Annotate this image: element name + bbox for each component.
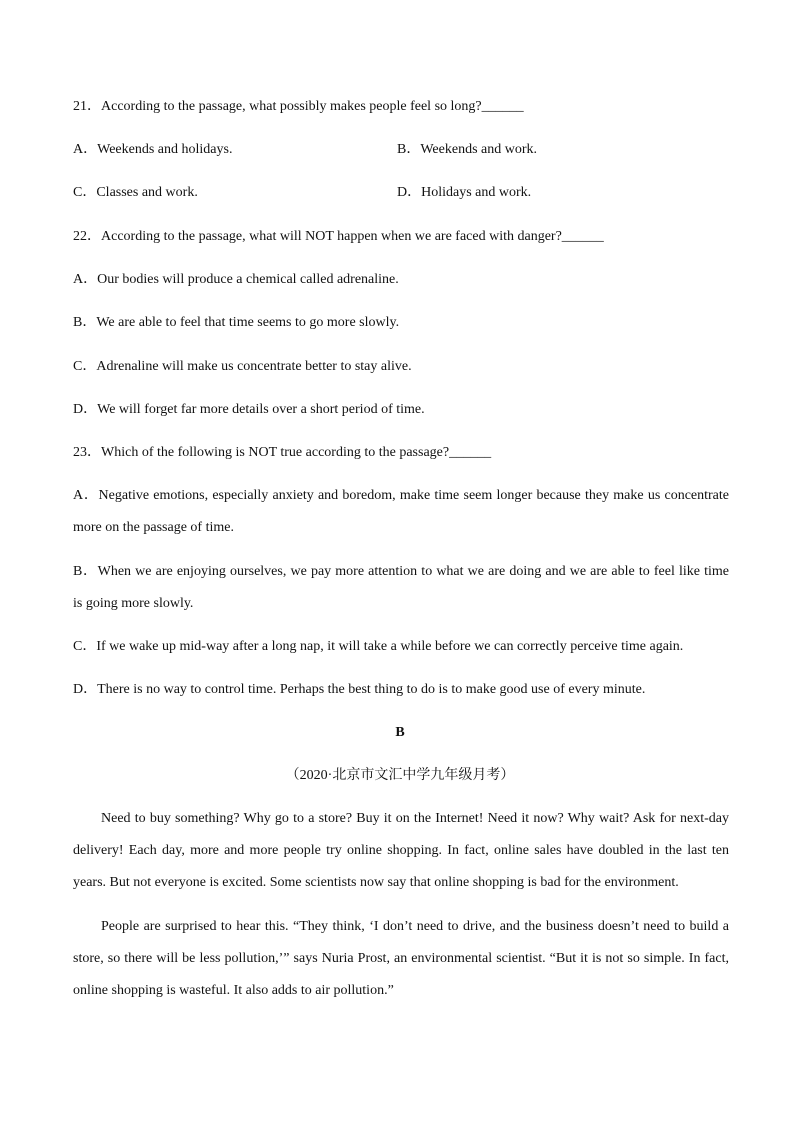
question-21-stem: 21．According to the passage, what possibly makes people feel so long?______ [73,99,524,114]
question-23-option-a-line2: more on the passage of time. [73,520,234,535]
question-22-option-a: A．Our bodies will produce a chemical called adrenaline. [73,272,399,287]
question-23-stem: 23．Which of the following is NOT true according to the passage?______ [73,445,492,460]
question-23-option-b-line1: B．When we are enjoying ourselves, we pay more attention to what we are doing and we are able to feel like time [73,564,729,579]
question-23-option-a-line1: A．Negative emotions, especially anxiety and boredom, make time seem longer because they make us concentrate [73,488,729,503]
question-22-stem: 22．According to the passage, what will NOT happen when we are faced with danger?______ [73,229,604,244]
question-22-option-b: B．We are able to feel that time seems to go more slowly. [73,315,400,330]
question-23-option-d: D．There is no way to control time. Perhaps the best thing to do is to make good use of every minute. [73,682,646,697]
question-23-option-b-line2: is going more slowly. [73,596,194,611]
paragraph-1-line-3: years. But not everyone is excited. Some scientists now say that online shopping is bad for the environment. [73,875,679,890]
paragraph-1-line-2: delivery! Each day, more and more people try online shopping. In fact, online sales have doubled in the last ten [73,843,729,858]
paragraph-1-line-1: Need to buy something? Why go to a store? Buy it on the Internet! Need it now? Why wait? Ask for next-day [101,811,729,826]
question-22-option-c: C．Adrenaline will make us concentrate better to stay alive. [73,359,412,374]
question-22-option-d: D．We will forget far more details over a short period of time. [73,402,425,417]
question-21-option-a: A．Weekends and holidays. [73,142,233,157]
question-21-option-c: C．Classes and work. [73,185,198,200]
question-21-option-d: D．Holidays and work. [397,185,532,200]
paragraph-2-line-2: store, so there will be less pollution,’” says Nuria Prost, an environmental scientist. “But it is not so simple. In fact, [73,951,729,966]
paragraph-2-line-1: People are surprised to hear this. “They think, ‘I don’t need to drive, and the business doesn’t need to build a [101,919,729,934]
section-heading: B [395,725,405,740]
question-21-option-b: B．Weekends and work. [397,142,538,157]
section-source: （2020·北京市文汇中学九年级月考） [285,768,515,783]
paragraph-2-line-3: online shopping is wasteful. It also adds to air pollution.” [73,983,394,998]
question-23-option-c: C．If we wake up mid-way after a long nap, it will take a while before we can correctly perceive time again. [73,639,684,654]
